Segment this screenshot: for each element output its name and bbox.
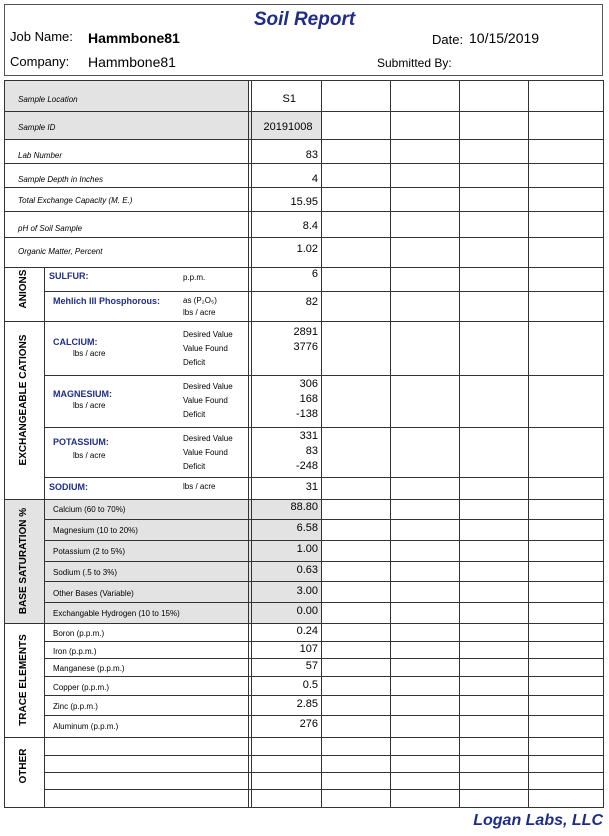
base-saturation-section-label: BASE SATURATION % xyxy=(18,507,29,615)
magnesium-unit: lbs / acre xyxy=(73,401,106,410)
trace-element-row-value: 57 xyxy=(305,660,318,672)
trace-element-row-value: 276 xyxy=(299,718,318,730)
sample-id-value: 20191008 xyxy=(263,121,313,133)
lab-number-label: Lab Number xyxy=(18,151,63,160)
base-saturation-row-label: Exchangable Hydrogen (10 to 15%) xyxy=(53,609,180,618)
sodium-value: 31 xyxy=(305,481,318,493)
row-line xyxy=(44,581,603,582)
base-saturation-row-value: 88.80 xyxy=(290,501,318,513)
sulfur-value: 6 xyxy=(311,268,318,280)
row-line xyxy=(44,658,603,659)
magnesium-desired-label: Desired Value xyxy=(183,382,233,391)
om-value: 1.02 xyxy=(296,243,318,255)
row-line xyxy=(5,321,603,322)
om-label: Organic Matter, Percent xyxy=(18,247,103,256)
base-saturation-row-label: Calcium (60 to 70%) xyxy=(53,505,126,514)
depth-value: 4 xyxy=(311,173,318,185)
ph-value: 8.4 xyxy=(302,220,318,232)
potassium-label: POTASSIUM: xyxy=(53,437,109,447)
job-name-label: Job Name: xyxy=(10,29,73,44)
row-line xyxy=(44,375,603,376)
trace-elements-section-label: TRACE ELEMENTS xyxy=(18,634,29,726)
magnesium-deficit-label: Deficit xyxy=(183,410,206,419)
job-name-value: Hammbone81 xyxy=(88,30,180,46)
trace-element-row-label: Boron (p.p.m.) xyxy=(53,629,105,638)
row-line xyxy=(5,111,603,112)
potassium-desired-value: 331 xyxy=(299,430,318,442)
calcium-found-value: 3776 xyxy=(293,341,318,353)
date-value: 10/15/2019 xyxy=(469,30,540,46)
row-line xyxy=(5,187,603,188)
company-footer: Logan Labs, LLC xyxy=(473,812,603,829)
magnesium-found-value: 168 xyxy=(299,393,318,405)
row-line xyxy=(44,641,603,642)
potassium-deficit-value: -248 xyxy=(295,460,318,472)
base-saturation-row-label: Potassium (2 to 5%) xyxy=(53,547,126,556)
row-line xyxy=(5,737,603,738)
base-saturation-row-value: 0.00 xyxy=(296,605,318,617)
trace-element-row-label: Manganese (p.p.m.) xyxy=(53,664,125,673)
lab-number-value: 83 xyxy=(305,149,318,161)
col-divider-2 xyxy=(321,81,322,807)
sample-id-label: Sample ID xyxy=(18,123,56,132)
tec-label: Total Exchange Capacity (M. E.) xyxy=(18,196,133,205)
potassium-desired-label: Desired Value xyxy=(183,434,233,443)
base-saturation-row-value: 0.63 xyxy=(296,564,318,576)
company-value: Hammbone81 xyxy=(88,54,176,70)
col-divider-1 xyxy=(248,81,249,807)
trace-element-row-label: Iron (p.p.m.) xyxy=(53,647,97,656)
calcium-unit: lbs / acre xyxy=(73,349,106,358)
trace-element-row-value: 2.85 xyxy=(296,698,318,710)
sodium-label: SODIUM: xyxy=(49,482,88,492)
other-section-label: OTHER xyxy=(18,748,29,784)
col-divider-3 xyxy=(390,81,391,807)
trace-element-row-label: Copper (p.p.m.) xyxy=(53,683,110,692)
section-divider xyxy=(44,267,45,807)
row-line xyxy=(44,789,603,790)
base-saturation-row-label: Other Bases (Variable) xyxy=(53,589,134,598)
row-line xyxy=(44,291,603,292)
calcium-desired-label: Desired Value xyxy=(183,330,233,339)
row-line xyxy=(44,676,603,677)
row-line xyxy=(5,237,603,238)
tec-value: 15.95 xyxy=(290,196,318,208)
row-line xyxy=(5,211,603,212)
report-table xyxy=(4,80,604,808)
phosphorous-unit-2: lbs / acre xyxy=(183,308,216,317)
base-saturation-row-value: 1.00 xyxy=(296,543,318,555)
row-line xyxy=(5,139,603,140)
magnesium-found-label: Value Found xyxy=(183,396,228,405)
sample-location-value: S1 xyxy=(282,93,296,105)
base-saturation-row-label: Sodium (.5 to 3%) xyxy=(53,568,118,577)
col-divider-5 xyxy=(528,81,529,807)
potassium-unit: lbs / acre xyxy=(73,451,106,460)
row-line xyxy=(5,499,603,500)
row-line xyxy=(44,519,603,520)
magnesium-deficit-value: -138 xyxy=(295,408,318,420)
col-divider-4 xyxy=(459,81,460,807)
magnesium-desired-value: 306 xyxy=(299,378,318,390)
trace-element-row-value: 0.24 xyxy=(296,625,318,637)
base-saturation-row-value: 3.00 xyxy=(296,585,318,597)
potassium-found-value: 83 xyxy=(305,445,318,457)
company-label: Company: xyxy=(10,54,70,69)
calcium-deficit-label: Deficit xyxy=(183,358,206,367)
depth-label: Sample Depth in Inches xyxy=(18,175,103,184)
base-saturation-row-value: 6.58 xyxy=(296,522,318,534)
potassium-deficit-label: Deficit xyxy=(183,462,206,471)
row-line xyxy=(44,477,603,478)
row-line xyxy=(44,715,603,716)
magnesium-label: MAGNESIUM: xyxy=(53,389,112,399)
sulfur-label: SULFUR: xyxy=(49,271,89,281)
row-line xyxy=(44,427,603,428)
calcium-desired-value: 2891 xyxy=(293,326,318,338)
row-line xyxy=(5,623,603,624)
row-line xyxy=(44,602,603,603)
trace-element-row-value: 107 xyxy=(299,643,318,655)
sample-location-label: Sample Location xyxy=(18,95,78,104)
row-line xyxy=(44,772,603,773)
submitted-by-label: Submitted By: xyxy=(377,56,452,70)
date-label: Date: xyxy=(432,32,464,47)
anions-section-label: ANIONS xyxy=(18,269,29,309)
phosphorous-label: Mehlich III Phosphorous: xyxy=(53,296,161,306)
trace-element-row-label: Zinc (p.p.m.) xyxy=(53,702,98,711)
row-line xyxy=(44,695,603,696)
row-line xyxy=(5,163,603,164)
sulfur-unit: p.p.m. xyxy=(183,273,206,282)
base-saturation-row-label: Magnesium (10 to 20%) xyxy=(53,526,138,535)
row-line xyxy=(44,540,603,541)
cations-section-label: EXCHANGEABLE CATIONS xyxy=(18,334,29,466)
calcium-found-label: Value Found xyxy=(183,344,228,353)
report-title: Soil Report xyxy=(253,9,356,30)
phosphorous-unit: as (P₂O₅) xyxy=(183,296,217,305)
sodium-unit: lbs / acre xyxy=(183,482,216,491)
trace-element-row-label: Aluminum (p.p.m.) xyxy=(53,722,119,731)
phosphorous-value: 82 xyxy=(305,296,318,308)
ph-label: pH of Soil Sample xyxy=(18,224,83,233)
row-line xyxy=(44,755,603,756)
trace-element-row-value: 0.5 xyxy=(302,679,318,691)
potassium-found-label: Value Found xyxy=(183,448,228,457)
row-line xyxy=(44,561,603,562)
calcium-label: CALCIUM: xyxy=(53,337,98,347)
